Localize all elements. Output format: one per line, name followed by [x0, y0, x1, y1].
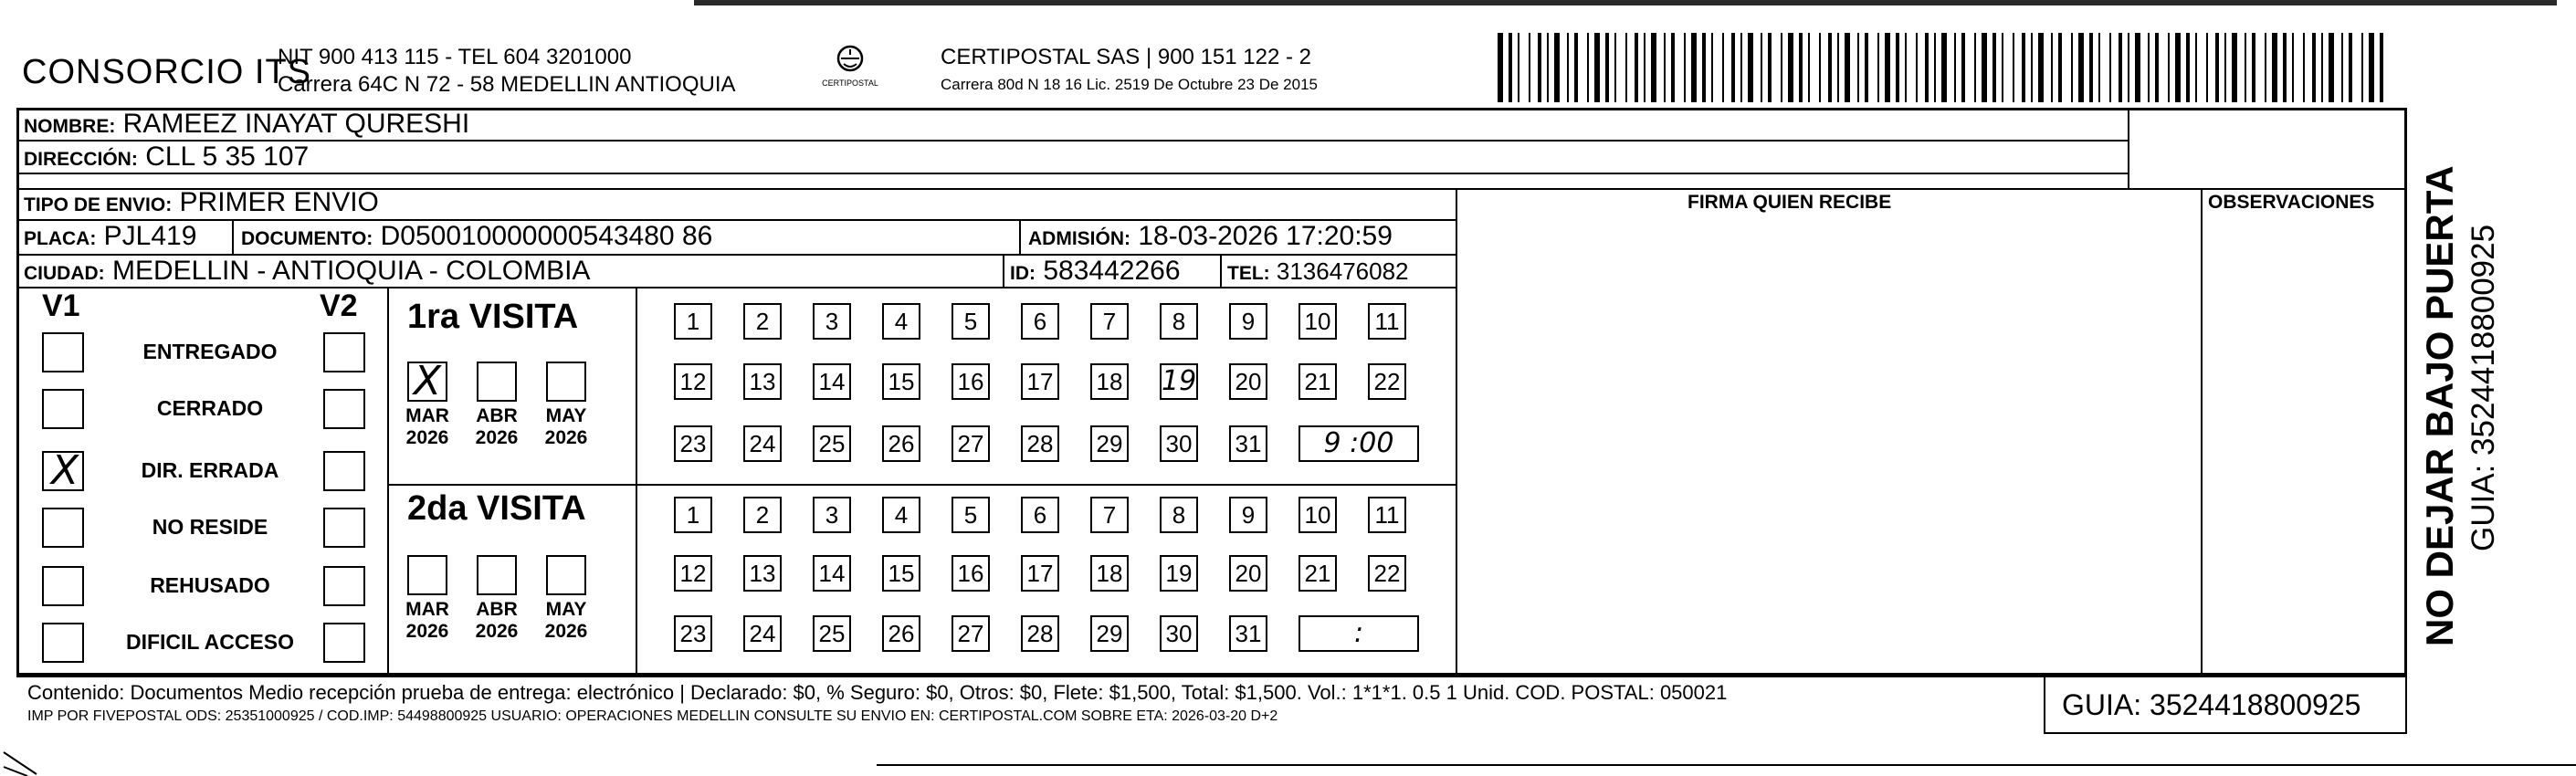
status-divider: [387, 287, 389, 676]
barcode-bar: [1761, 33, 1762, 102]
carrier-line: CERTIPOSTAL SAS | 900 151 122 - 2: [941, 45, 1311, 69]
barcode-bar: [1547, 33, 1549, 102]
documento-value: D050010000000543480 86: [380, 221, 713, 251]
month-label: ABR: [476, 405, 518, 426]
day-box: 11: [1368, 303, 1406, 340]
placa-row: [24, 221, 196, 252]
month-label: ABR: [476, 599, 518, 620]
barcode-bar: [2058, 33, 2062, 102]
barcode-bar: [1788, 33, 1793, 102]
year-label: 2026: [544, 621, 588, 642]
day-box: 9: [1229, 303, 1267, 340]
tel-value: 3136476082: [1276, 257, 1409, 285]
barcode-bar: [2148, 33, 2150, 102]
bottom-edge-marks: [0, 749, 2576, 776]
barcode-bar: [1885, 33, 1890, 102]
day-box: 3: [813, 497, 851, 533]
day-box: 20: [1229, 555, 1267, 592]
day-box: 23: [674, 615, 712, 652]
barcode-bar: [2013, 33, 2014, 102]
row-divider: [16, 140, 2128, 142]
status-label: DIR. ERRADA: [141, 458, 279, 482]
barcode-bar: [2031, 33, 2033, 102]
row-divider: [16, 287, 1456, 288]
barcode-bar: [1635, 33, 1638, 102]
v1-checkbox: [42, 389, 84, 429]
barcode-bar: [2245, 33, 2246, 102]
barcode-bar: [2186, 33, 2190, 102]
v1-checkbox: [42, 332, 84, 372]
barcode-bar: [2022, 33, 2025, 102]
barcode-bar: [2265, 33, 2266, 102]
barcode-bar: [2089, 33, 2093, 102]
day-box: 4: [882, 303, 920, 340]
year-label: 2026: [544, 427, 588, 448]
day-box: 8: [1160, 497, 1198, 533]
barcode-bar: [1828, 33, 1832, 102]
day-box: 27: [952, 615, 990, 652]
day-box: 10: [1299, 303, 1337, 340]
v1-checkbox: [42, 566, 84, 606]
tipo-label: TIPO DE ENVIO:: [24, 194, 173, 215]
company-name: CONSORCIO ITS: [22, 53, 312, 91]
day-box: 19: [1160, 555, 1198, 592]
barcode-bar: [2321, 33, 2323, 102]
barcode-bar: [1625, 33, 1627, 102]
direccion-label: DIRECCIÓN:: [24, 149, 138, 170]
barcode-bar: [1808, 33, 1810, 102]
year-label: 2026: [405, 621, 449, 642]
top-edge-line: [694, 0, 2557, 5]
row-divider: [16, 173, 2128, 174]
placa-divider: [232, 219, 234, 254]
barcode-bar: [2098, 33, 2100, 102]
day-box: 25: [813, 615, 851, 652]
barcode-bar: [1740, 33, 1742, 102]
barcode-bar: [1731, 33, 1735, 102]
barcode-bar: [1916, 33, 1918, 102]
carrier-license: Carrera 80d N 18 16 Lic. 2519 De Octubre 23 De 2015: [941, 76, 1318, 93]
carrier-info: [941, 44, 1318, 99]
barcode-bar: [1671, 33, 1675, 102]
day-box: 20: [1229, 363, 1267, 400]
day-box: 8: [1160, 303, 1198, 340]
barcode-bar: [2135, 33, 2140, 102]
barcode-bar: [2272, 33, 2277, 102]
status-label: REHUSADO: [150, 573, 270, 597]
day-box: 12: [674, 363, 712, 400]
visit-divider: [387, 484, 1456, 486]
year-label: 2026: [475, 427, 519, 448]
day-box: 16: [952, 363, 990, 400]
barcode-bar: [1961, 33, 1965, 102]
barcode-bar: [1518, 33, 1519, 102]
barcode-bar: [1651, 33, 1656, 102]
day-box: 31: [1229, 615, 1267, 652]
id-row: [1010, 256, 1181, 287]
day-box: 28: [1021, 615, 1059, 652]
day-box: 17: [1021, 555, 1059, 592]
v2-checkbox: [323, 566, 365, 606]
day-box: 1: [674, 303, 712, 340]
day-box: 5: [952, 497, 990, 533]
day-box: 9: [1229, 497, 1267, 533]
barcode-bar: [1509, 33, 1512, 102]
barcode-bar: [1925, 33, 1929, 102]
time-box: 9 :00: [1299, 425, 1419, 462]
barcode-bar: [1941, 33, 1947, 102]
day-box: 29: [1090, 615, 1129, 652]
barcode-bar: [1865, 33, 1868, 102]
barcode-bar: [2002, 33, 2003, 102]
barcode-bar: [2155, 33, 2159, 102]
day-box: 13: [743, 555, 782, 592]
barcode-bar: [2168, 33, 2170, 102]
day-box: 21: [1299, 363, 1337, 400]
side-guia-number: GUIA: 3524418800925: [2466, 224, 2501, 551]
day-box: 30: [1160, 615, 1198, 652]
barcode-bar: [2380, 33, 2383, 102]
day-box: 6: [1021, 497, 1059, 533]
tel-row: [1227, 257, 1409, 286]
year-label: 2026: [475, 621, 519, 642]
barcode-bar: [1954, 33, 1956, 102]
id-label: ID:: [1010, 263, 1036, 284]
day-box: 27: [952, 425, 990, 462]
barcode-bar: [1664, 33, 1666, 102]
barcode-bar: [1982, 33, 1987, 102]
day-box: 12: [674, 555, 712, 592]
barcode-bar: [1905, 33, 1907, 102]
admision-value: 18-03-2026 17:20:59: [1138, 221, 1393, 251]
barcode-bar: [1691, 33, 1697, 102]
barcode-bar: [1538, 33, 1541, 102]
barcode-bar: [2195, 33, 2197, 102]
day-box: 10: [1299, 497, 1337, 533]
admision-divider: [1019, 219, 1021, 254]
barcode-bar: [2341, 33, 2343, 102]
month-checkmark: X: [413, 358, 442, 404]
company-address: Carrera 64C N 72 - 58 MEDELLIN ANTIOQUIA: [278, 72, 736, 97]
barcode-bar: [2078, 33, 2084, 102]
barcode-bar: [1722, 33, 1724, 102]
barcode-bar: [1974, 33, 1976, 102]
barcode-bar: [1845, 33, 1850, 102]
day-box: 14: [813, 555, 851, 592]
barcode-bar: [1529, 33, 1530, 102]
admision-label: ADMISIÓN:: [1028, 228, 1130, 249]
barcode-bar: [2303, 33, 2305, 102]
barcode-bar: [1567, 33, 1569, 102]
day-box: 13: [743, 363, 782, 400]
day-box: 18: [1090, 555, 1129, 592]
id-divider: [1003, 254, 1004, 287]
observaciones-header: OBSERVACIONES: [2208, 192, 2375, 213]
v1-header: V1: [42, 288, 80, 323]
barcode-bar: [1768, 33, 1772, 102]
day-box: 26: [882, 615, 920, 652]
day-box: 11: [1368, 497, 1406, 533]
day-box: 7: [1090, 303, 1129, 340]
admision-row: [1028, 221, 1393, 252]
month-label: MAR: [405, 599, 449, 620]
barcode-bar: [2292, 33, 2294, 102]
barcode-bar: [1837, 33, 1839, 102]
tipo-value: PRIMER ENVIO: [179, 187, 379, 217]
day-box: 1: [674, 497, 712, 533]
placa-label: PLACA:: [24, 228, 97, 249]
visit1-title: 1ra VISITA: [407, 298, 579, 336]
barcode-bar: [1702, 33, 1706, 102]
day-box: 7: [1090, 497, 1129, 533]
imp-line: IMP POR FIVEPOSTAL ODS: 25351000925 / COD.IMP: 54498800925 USUARIO: OPERACIONES MEDELLIN CONSULTE SU ENVIO EN: CERTIPOSTAL.COM SOBRE ETA: 2026-03-20 D+2: [27, 708, 1278, 724]
barcode-bar: [1992, 33, 1996, 102]
v2-checkbox: [323, 623, 365, 663]
barcode-bar: [2051, 33, 2053, 102]
tipo-row: [24, 187, 379, 218]
firma-header: FIRMA QUIEN RECIBE: [1688, 192, 1892, 213]
tel-divider: [1220, 254, 1222, 287]
barcode-bar: [2252, 33, 2255, 102]
barcode-bar: [2215, 33, 2219, 102]
day-box: 30: [1160, 425, 1198, 462]
barcode-bar: [2312, 33, 2316, 102]
year-label: 2026: [405, 427, 449, 448]
barcode-bar: [1819, 33, 1821, 102]
barcode-bar: [2175, 33, 2181, 102]
day-box: 17: [1021, 363, 1059, 400]
day-box: 19: [1160, 363, 1198, 400]
v1-checkbox: [42, 447, 84, 494]
documento-label: DOCUMENTO:: [241, 228, 373, 249]
day-box: 24: [743, 425, 782, 462]
month-checkbox: [477, 555, 517, 595]
barcode-bar: [2232, 33, 2237, 102]
day-box: 28: [1021, 425, 1059, 462]
barcode-bar: [1614, 33, 1616, 102]
direccion-row: [24, 142, 309, 173]
nombre-value: RAMEEZ INAYAT QURESHI: [122, 109, 470, 139]
ciudad-label: CIUDAD:: [24, 263, 105, 284]
month-label: MAY: [545, 599, 587, 620]
direccion-value: CLL 5 35 107: [145, 142, 310, 172]
barcode-bar: [2369, 33, 2374, 102]
barcode-bar: [1587, 33, 1589, 102]
contenido-line: Contenido: Documentos Medio recepción prueba de entrega: electrónico | Declarado: $0, % Seguro: $0, Otros: $0, Flete: $1,500, Total: $1,500. Vol.: 1*1*1. 0.5 1 Unid. COD. POSTAL: 050021: [27, 681, 1728, 704]
nit-line: NIT 900 413 115 - TEL 604 3201000: [278, 45, 632, 69]
barcode-bar: [2128, 33, 2129, 102]
barcode-bar: [2349, 33, 2352, 102]
barcode-bar: [1934, 33, 1936, 102]
firma-left-divider: [1456, 188, 1457, 676]
barcode: [1498, 33, 2392, 102]
status-label: ENTREGADO: [142, 340, 278, 363]
month-checkbox: [407, 358, 447, 404]
day-box: 15: [882, 555, 920, 592]
day-box: 29: [1090, 425, 1129, 462]
barcode-bar: [2109, 33, 2111, 102]
nombre-row: [24, 109, 469, 140]
day-box: 22: [1368, 555, 1406, 592]
barcode-bar: [1748, 33, 1753, 102]
documento-row: [241, 221, 712, 252]
barcode-bar: [2329, 33, 2334, 102]
certipostal-logo-icon: [818, 38, 882, 102]
status-label: CERRADO: [156, 396, 264, 420]
day-box: 31: [1229, 425, 1267, 462]
day-box: 26: [882, 425, 920, 462]
guia-number: GUIA: 3524418800925: [2044, 676, 2407, 734]
day-box: 14: [813, 363, 851, 400]
barcode-bar: [1644, 33, 1645, 102]
barcode-bar: [1605, 33, 1609, 102]
v1-checkmark: X: [50, 447, 79, 494]
v2-checkbox: [323, 451, 365, 491]
id-value: 583442266: [1043, 256, 1181, 286]
barcode-bar: [2071, 33, 2073, 102]
month-label: MAY: [545, 405, 587, 426]
day-box: 16: [952, 555, 990, 592]
time-box: :: [1299, 615, 1419, 652]
nombre-label: NOMBRE:: [24, 116, 116, 137]
month-label: MAR: [405, 405, 449, 426]
day-box: 24: [743, 615, 782, 652]
month-checkbox: [546, 555, 586, 595]
day-box: 6: [1021, 303, 1059, 340]
ciudad-row: [24, 256, 590, 287]
no-dejar-bajo-puerta: NO DEJAR BAJO PUERTA: [2418, 165, 2461, 646]
barcode-bar: [1574, 33, 1578, 102]
barcode-bar: [1896, 33, 1899, 102]
months-divider: [636, 287, 637, 676]
logo-caption: CERTIPOSTAL: [822, 79, 878, 88]
barcode-bar: [1781, 33, 1782, 102]
v2-header: V2: [320, 288, 358, 323]
barcode-bar: [2119, 33, 2122, 102]
month-checkbox: [477, 362, 517, 402]
day-box: 2: [743, 497, 782, 533]
barcode-bar: [1877, 33, 1879, 102]
status-label: NO RESIDE: [152, 515, 268, 539]
status-label: DIFICIL ACCESO: [125, 630, 294, 654]
day-box: 3: [813, 303, 851, 340]
barcode-bar: [2038, 33, 2044, 102]
visit2-title: 2da VISITA: [407, 489, 586, 528]
observaciones-divider: [2201, 188, 2203, 676]
barcode-bar: [2361, 33, 2363, 102]
barcode-bar: [1799, 33, 1803, 102]
barcode-bar: [1857, 33, 1859, 102]
v1-checkbox: [42, 508, 84, 548]
month-checkbox: [407, 555, 447, 595]
day-box: 18: [1090, 363, 1129, 400]
barcode-bar: [2283, 33, 2287, 102]
day-box: 5: [952, 303, 990, 340]
tel-label: TEL:: [1227, 263, 1270, 284]
ciudad-value: MEDELLIN - ANTIOQUIA - COLOMBIA: [112, 256, 591, 286]
barcode-bar: [1498, 33, 1503, 102]
day-box: 22: [1368, 363, 1406, 400]
v1-checkbox: [42, 623, 84, 663]
company-contact: [278, 44, 736, 99]
placa-value: PJL419: [103, 221, 197, 251]
barcode-bar: [1711, 33, 1713, 102]
header-right-divider: [2128, 108, 2129, 188]
barcode-bar: [2224, 33, 2226, 102]
barcode-bar: [1594, 33, 1600, 102]
day-box: 2: [743, 303, 782, 340]
v2-checkbox: [323, 508, 365, 548]
day-box: 25: [813, 425, 851, 462]
day-box: 4: [882, 497, 920, 533]
day-box: 15: [882, 363, 920, 400]
v2-checkbox: [323, 389, 365, 429]
month-checkbox: [546, 362, 586, 402]
day-box: 23: [674, 425, 712, 462]
barcode-bar: [1684, 33, 1686, 102]
v2-checkbox: [323, 332, 365, 372]
barcode-bar: [1554, 33, 1560, 102]
barcode-bar: [2206, 33, 2208, 102]
day-box: 21: [1299, 555, 1337, 592]
